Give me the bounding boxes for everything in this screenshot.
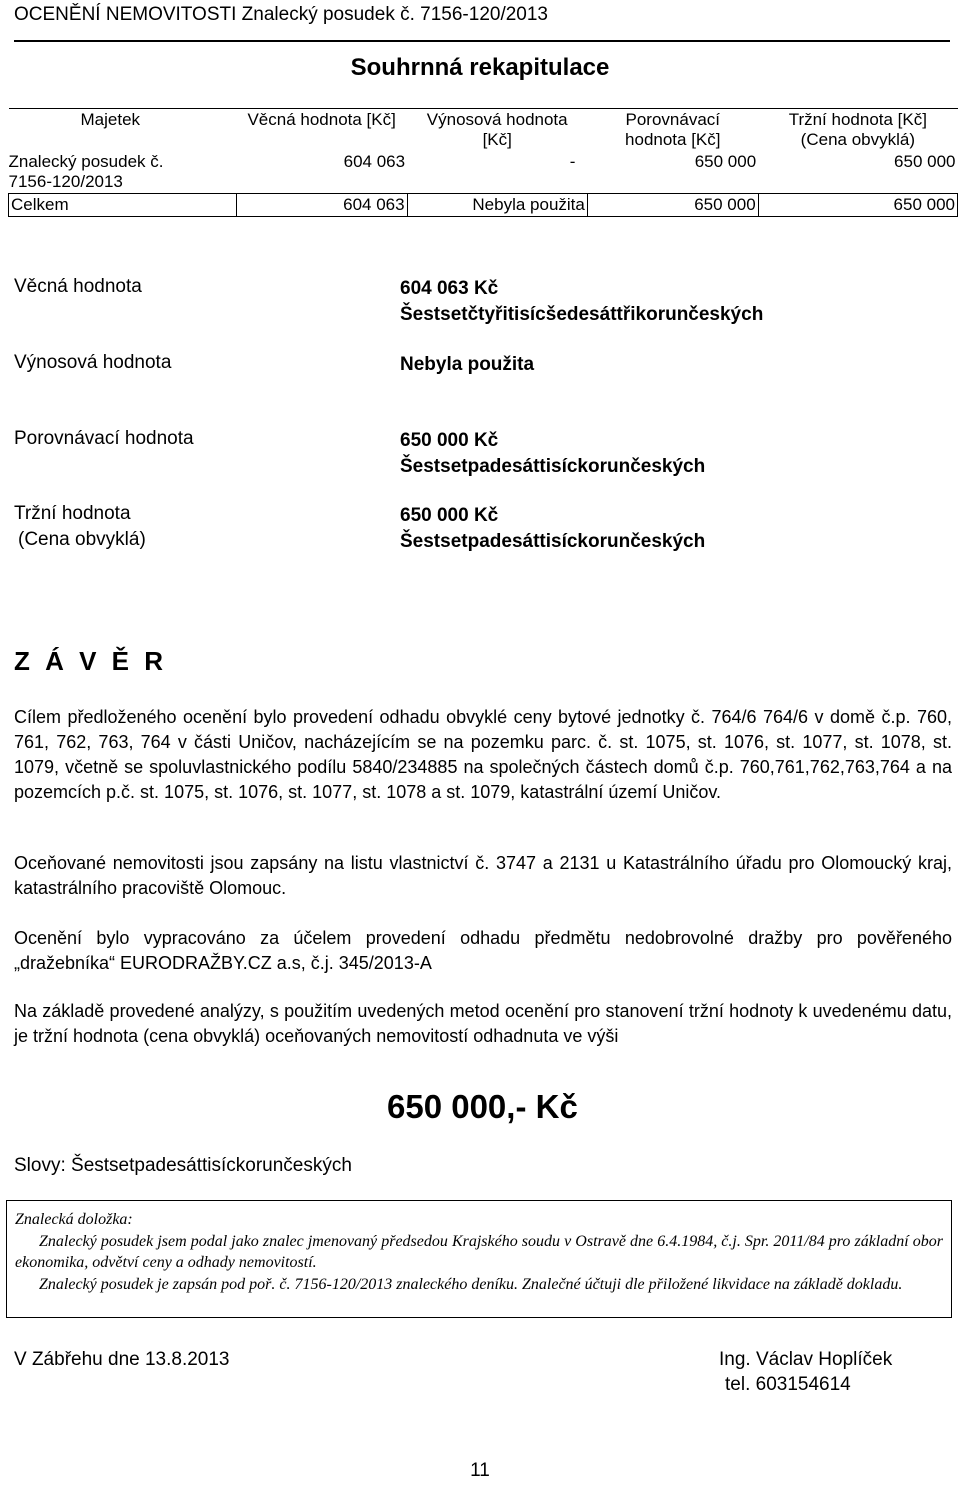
porovnavaci-value: 650 000 Kč (400, 430, 499, 451)
expert-clause-box (6, 1200, 952, 1318)
page-title: Souhrnná rekapitulace (350, 54, 610, 81)
expert-clause-title: Znalecká doložka: (15, 1211, 133, 1228)
header-cell-vecna: Věcná hodnota [Kč] (236, 109, 407, 152)
header-cell-porovnavaci (587, 109, 758, 152)
row-trzni: 650 000 (894, 152, 956, 171)
row-porovnavaci: 650 000 (694, 152, 757, 171)
expert-clause-line-1: Znalecký posudek jsem podal jako znalec jmenovaný předsedou Krajského soudu v Ostravě dne 6.4.1984, č.j. Spr. 2011/84 pro základní obor ekonomika, odvětví ceny a odhady nemovitostí. (15, 1232, 943, 1271)
header-porovnavaci-line2: hodnota [Kč] (625, 130, 721, 149)
table-header-row (9, 109, 958, 152)
page-number: 11 (470, 1460, 490, 1481)
header-vynosova-line2: [Kč] (482, 130, 512, 149)
total-trzni: 650 000 (758, 194, 957, 217)
total-name: Celkem (9, 194, 237, 217)
summary-table (8, 108, 958, 217)
total-porovnavaci: 650 000 (587, 194, 758, 217)
vynosova-value: Nebyla použita (400, 354, 535, 375)
header-vynosova-line1: Výnosová hodnota (426, 110, 568, 129)
total-vecna: 604 063 (236, 194, 407, 217)
zaver-paragraph-3: Ocenění bylo vypracováno za účelem provedení odhadu předmětu nedobrovolné dražby pro pověřeného „dražebníka“ EURODRAŽBY.CZ a.s, č.j. 345/2013-A (14, 928, 952, 973)
document-header: OCENĚNÍ NEMOVITOSTI Znalecký posudek č. 7156-120/2013 (14, 4, 548, 25)
header-porovnavaci-line1: Porovnávací (625, 110, 721, 129)
zaver-heading: Z Á V Ě R (14, 646, 168, 676)
porovnavaci-words: Šestsetpadesáttisíckorunčeských (400, 456, 706, 477)
row-name-line2: 7156-120/2013 (8, 172, 123, 191)
header-cell-majetek: Majetek (9, 109, 237, 152)
header-trzni-line2: (Cena obvyklá) (800, 130, 915, 149)
zaver-paragraph-4: Na základě provedené analýzy, s použitím uvedených metod ocenění pro stanovení tržní hodnoty k uvedenému datu, je tržní hodnota (cena obvyklá) oceňovaných nemovitostí odhadnuta ve výši (14, 1001, 952, 1046)
vecna-value: 604 063 Kč (400, 278, 499, 299)
table-row (9, 151, 958, 194)
trzni-words: Šestsetpadesáttisíckorunčeských (400, 531, 706, 552)
header-trzni-line1: Tržní hodnota [Kč] (788, 110, 927, 129)
trzni-label: Tržní hodnota (14, 503, 131, 524)
row-name (9, 151, 237, 194)
vecna-words: Šestsetčtyřitisícšedesáttřikorunčeských (400, 304, 764, 325)
row-vynosova: - (569, 152, 576, 171)
porovnavaci-label: Porovnávací hodnota (14, 428, 194, 449)
table-total-row (9, 194, 958, 217)
header-cell-vynosova (407, 109, 587, 152)
signer-name: Ing. Václav Hoplíček (719, 1349, 893, 1370)
row-name-line1: Znalecký posudek č. (8, 152, 164, 171)
trzni-value: 650 000 Kč (400, 505, 499, 526)
zaver-paragraph-1: Cílem předloženého ocenění bylo provedení odhadu obvyklé ceny bytové jednotky č. 764/6 764/6 v domě č.p. 760, 761, 762, 763, 764 v části Uničov, nacházejícím se na pozemku parc. č. st. 1075, st. 1076, st. 1077, st. 1078, st. 1079, včetně se spoluvlastnického podílu 5840/234885 na společných částech domů č.p. 760,761,762,763,764 a na pozemcích p.č. st. 1075, st. 1076, st. 1077, st. 1078 a st. 1079, katastrální území Uničov. (14, 707, 952, 802)
vecna-label: Věcná hodnota (14, 276, 142, 297)
place-date: V Zábřehu dne 13.8.2013 (14, 1349, 230, 1370)
header-cell-trzni (758, 109, 957, 152)
trzni-label-sub: (Cena obvyklá) (18, 529, 146, 550)
final-value: 650 000,- Kč (387, 1088, 578, 1125)
total-vynosova: Nebyla použita (407, 194, 587, 217)
row-vecna: 604 063 (343, 152, 406, 171)
header-divider (14, 40, 950, 42)
vynosova-label: Výnosová hodnota (14, 352, 172, 373)
zaver-paragraph-2: Oceňované nemovitosti jsou zapsány na listu vlastnictví č. 3747 a 2131 u Katastrálního úřadu pro Olomoucký kraj, katastrálního pracoviště Olomouc. (14, 853, 952, 898)
value-in-words: Slovy: Šestsetpadesáttisíckorunčeských (14, 1155, 352, 1176)
expert-clause-line-2: Znalecký posudek je zapsán pod poř. č. 7156-120/2013 znaleckého deníku. Znalečné účtuji dle přiložené likvidace na základě dokladu. (39, 1275, 903, 1293)
signer-phone: tel. 603154614 (725, 1374, 851, 1395)
